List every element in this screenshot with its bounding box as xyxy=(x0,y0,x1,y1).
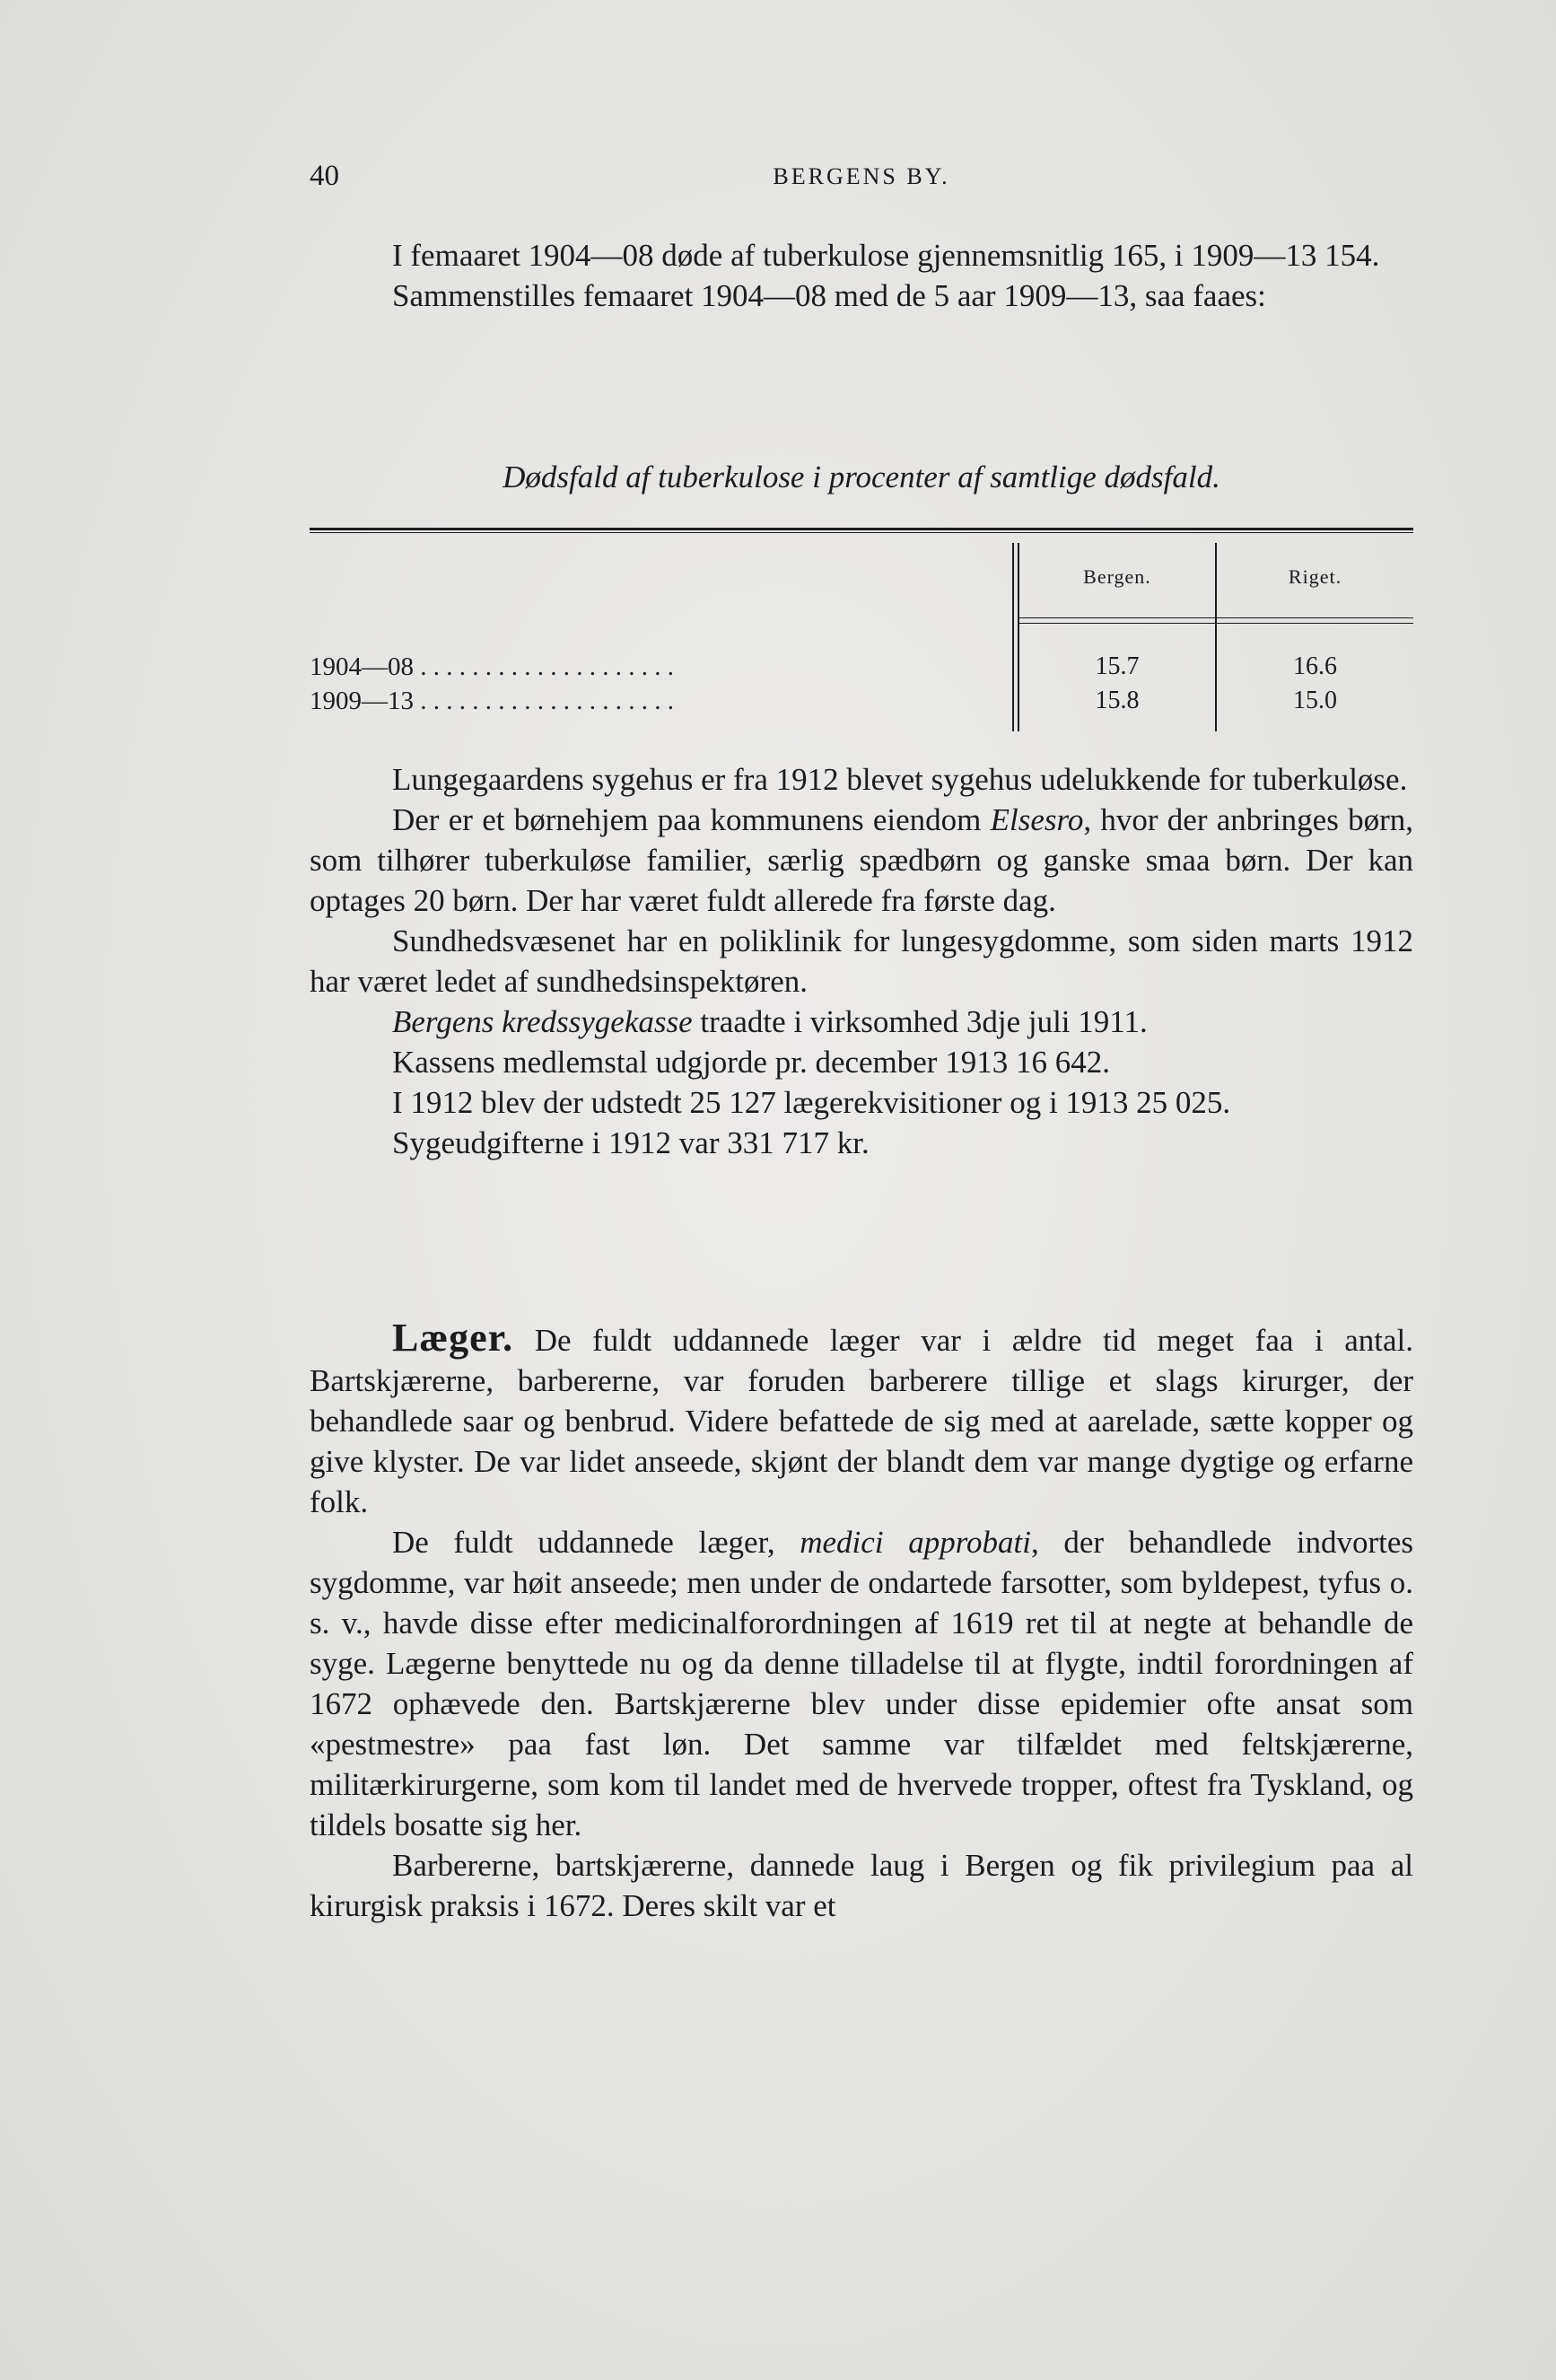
laeger-paragraph-2: De fuldt uddannede læger, medici approbati, der behandlede indvortes sygdomme, var høit anseede; men under de ondartede farsotter, som byldepest, tyfus o. s. v., havde disse efter medicinalforordningen af 1619 ret til at negte at behandle de syge. Lægerne benyttede nu og da denne tilladelse til at flygte, indtil forordningen af 1672 ophævede den. Bartskjærerne blev under disse epidemier ofte ansat som «pestmestre» paa fast løn. Det samme var tilfældet med feltskjærerne, militærkirurgerne, som kom til landet med de hvervede tropper, oftest fra Tyskland, og tildels bosatte sig her. xyxy=(310,1525,1413,1842)
section-heading: Læger. xyxy=(392,1316,514,1360)
running-head: BERGENS BY. xyxy=(773,163,950,189)
header-rule-2 xyxy=(1018,623,1413,624)
table-row-label: 1904—08 . . . . . . . . . . . . . . . . . . . . xyxy=(310,652,674,681)
body-text xyxy=(310,759,1413,1163)
cell-bergen-1909: 15.8 xyxy=(1095,687,1140,714)
laeger-section xyxy=(310,1317,1413,1926)
paragraph-laegerekvisitioner: I 1912 blev der udstedt 25 127 lægerekvisitioner og i 1913 25 025. xyxy=(392,1085,1231,1120)
institution-name: Bergens kredssygekasse xyxy=(392,1004,693,1039)
cell-bergen-1904: 15.7 xyxy=(1095,652,1140,680)
laeger-paragraph-1: Læger. De fuldt uddannede læger var i ældre tid meget faa i antal. Bartskjærerne, barbererne, var foruden barberere tillige et slags kirurger, der behandlede saar og benbrud. Videre befattede de sig med at aarelade, sætte kopper og give klyster. De var lidet anseede, skjønt der blandt dem var mange dygtige og erfarne folk. xyxy=(310,1316,1413,1519)
paragraph-lungegaarden: Lungegaardens sygehus er fra 1912 blevet sygehus udelukkende for tuberkuløse. xyxy=(392,762,1408,797)
paragraph-poliklinik: Sundhedsvæsenet har en poliklinik for lungesygdomme, som siden marts 1912 har været ledet af sundhedsinspektøren. xyxy=(310,923,1413,999)
page-number: 40 xyxy=(310,160,339,192)
header-rule xyxy=(1018,617,1413,618)
paragraph-kredssygekasse: Bergens kredssygekasse traadte i virksomhed 3dje juli 1911. xyxy=(392,1004,1148,1039)
place-name: Elsesro xyxy=(990,802,1084,837)
paragraph-bornehjem: Der er et børnehjem paa kommunens eiendom Elsesro, hvor der anbringes børn, som tilhører tuberkuløse familier, særlig spædbørn og ganske smaa børn. Der kan optages 20 børn. Der har været fuldt allerede fra første dag. xyxy=(310,802,1413,918)
intro-paragraph-1: I femaaret 1904—08 døde af tuberkulose gjennemsnitlig 165, i 1909—13 154. xyxy=(392,238,1380,273)
cell-riget-1904: 16.6 xyxy=(1293,652,1337,680)
paragraph-sygeudgifter: Sygeudgifterne i 1912 var 331 717 kr. xyxy=(392,1125,870,1160)
column-header-riget: Riget. xyxy=(1288,565,1342,588)
intro-text xyxy=(310,235,1413,316)
latin-term: medici approbati xyxy=(800,1525,1031,1560)
table-top-rule-thin xyxy=(310,532,1413,533)
table-top-rule xyxy=(310,528,1413,530)
paragraph-medlemstal: Kassens medlemstal udgjorde pr. december 1913 16 642. xyxy=(392,1045,1110,1080)
intro-paragraph-2: Sammenstilles femaaret 1904—08 med de 5 aar 1909—13, saa faaes: xyxy=(392,278,1266,313)
laeger-paragraph-3: Barbererne, bartskjærerne, dannede laug i Bergen og fik privilegium paa al kirurgisk praksis i 1672. Deres skilt var et xyxy=(310,1848,1413,1923)
column-header-bergen: Bergen. xyxy=(1083,565,1151,588)
table-caption: Dødsfald af tuberkulose i procenter af samtlige dødsfald. xyxy=(503,459,1220,494)
table-divider-left xyxy=(1012,543,1014,731)
page-header xyxy=(310,160,1413,196)
table-row-label: 1909—13 . . . . . . . . . . . . . . . . . . . . xyxy=(310,687,674,715)
cell-riget-1909: 15.0 xyxy=(1293,687,1337,714)
